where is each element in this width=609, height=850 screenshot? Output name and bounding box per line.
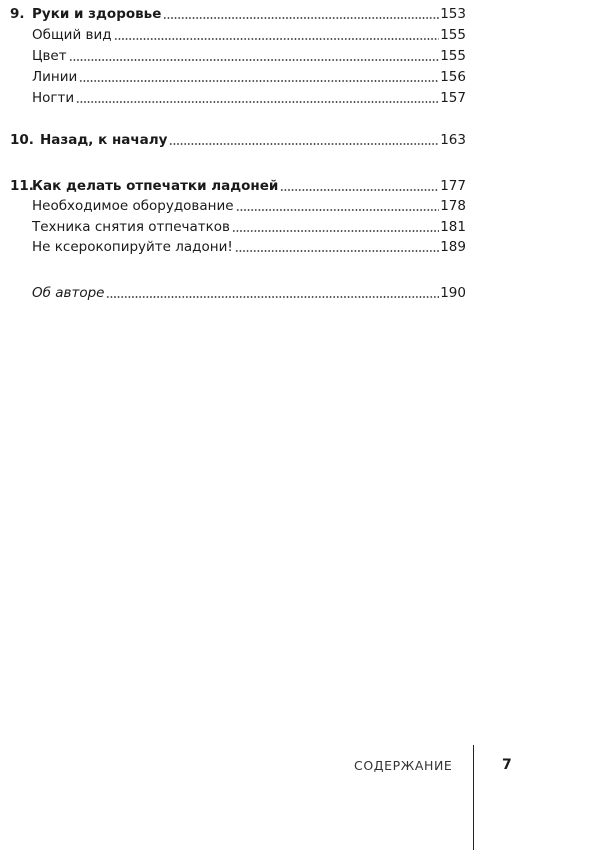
dot-leader bbox=[69, 59, 440, 61]
section-title: Необходимое оборудование bbox=[32, 198, 234, 214]
running-footer-section: СОДЕРЖАНИЕ bbox=[354, 758, 453, 773]
toc-entry[interactable] bbox=[32, 48, 466, 64]
chapter-title: Назад, к началу bbox=[40, 132, 168, 148]
page-number: 181 bbox=[440, 219, 466, 235]
page-number: 189 bbox=[440, 239, 466, 255]
dot-leader bbox=[76, 101, 439, 103]
chapter-title: Как делать отпечатки ладоней bbox=[32, 178, 279, 194]
toc-entry-chapter-9[interactable] bbox=[10, 6, 466, 22]
footer-divider bbox=[473, 745, 474, 850]
page-number: 163 bbox=[440, 132, 466, 148]
toc-entry-about-author[interactable] bbox=[32, 285, 466, 301]
chapter-title: Руки и здоровье bbox=[32, 6, 162, 22]
toc-entry-chapter-11[interactable] bbox=[10, 178, 466, 194]
dot-leader bbox=[169, 143, 439, 145]
toc-entry[interactable] bbox=[32, 198, 466, 214]
page-number: 155 bbox=[440, 27, 466, 43]
toc-entry[interactable] bbox=[32, 27, 466, 43]
toc-entry[interactable] bbox=[32, 90, 466, 106]
section-title: Общий вид bbox=[32, 27, 112, 43]
section-title: Линии bbox=[32, 69, 78, 85]
chapter-number: 9. bbox=[10, 6, 25, 22]
dot-leader bbox=[280, 189, 439, 191]
page-number: 156 bbox=[440, 69, 466, 85]
section-title: Об авторе bbox=[32, 285, 105, 301]
section-title: Ногти bbox=[32, 90, 75, 106]
page-number: 153 bbox=[440, 6, 466, 22]
folio-page-number: 7 bbox=[502, 757, 512, 773]
section-title: Не ксерокопируйте ладони! bbox=[32, 239, 233, 255]
toc-entry[interactable] bbox=[32, 239, 466, 255]
dot-leader bbox=[106, 296, 439, 298]
toc-entry[interactable] bbox=[32, 219, 466, 235]
section-title: Техника снятия отпечатков bbox=[32, 219, 231, 235]
chapter-number: 11. bbox=[10, 178, 34, 194]
page-number: 190 bbox=[440, 285, 466, 301]
toc-entry-chapter-10[interactable] bbox=[10, 132, 466, 148]
page-number: 177 bbox=[440, 178, 466, 194]
page-number: 178 bbox=[440, 198, 466, 214]
section-title: Цвет bbox=[32, 48, 67, 64]
toc-entry[interactable] bbox=[32, 69, 466, 85]
dot-leader bbox=[232, 230, 439, 232]
dot-leader bbox=[235, 250, 439, 252]
dot-leader bbox=[163, 17, 439, 19]
chapter-number: 10. bbox=[10, 132, 34, 148]
dot-leader bbox=[79, 80, 439, 82]
page-number: 157 bbox=[440, 90, 466, 106]
dot-leader bbox=[236, 209, 440, 211]
dot-leader bbox=[114, 38, 440, 40]
page-number: 155 bbox=[440, 48, 466, 64]
